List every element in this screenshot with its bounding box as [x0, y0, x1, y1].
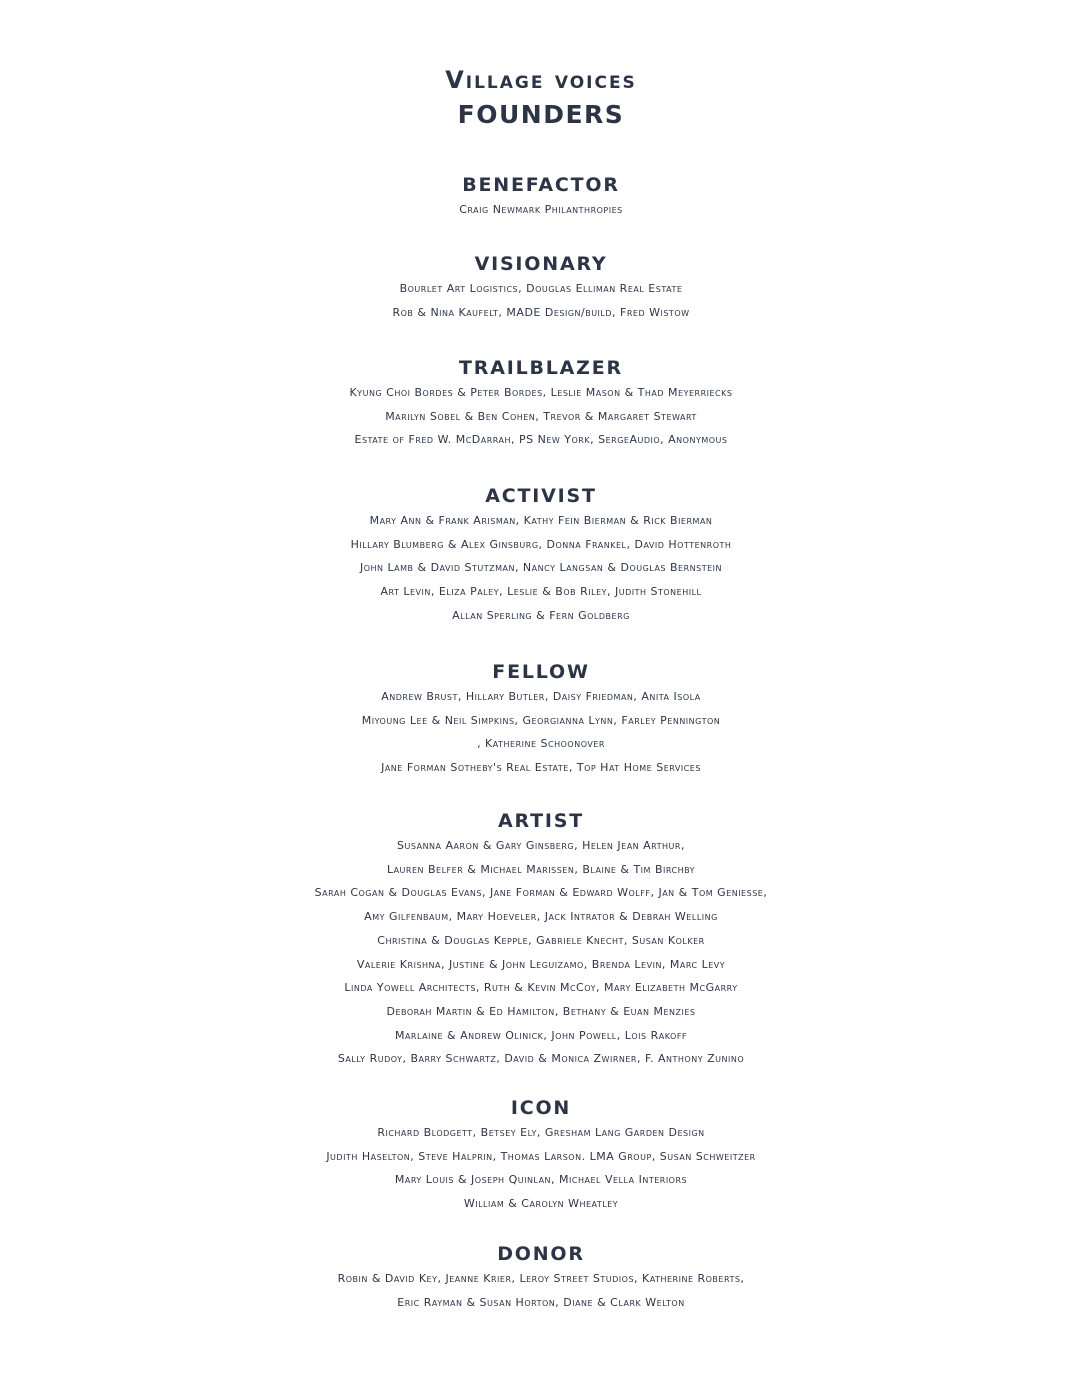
- donor-line: Judith Haselton, Steve Halprin, Thomas Larson. LMA Group, Susan Schweitzer: [326, 1149, 756, 1163]
- donor-line: Sarah Cogan & Douglas Evans, Jane Forman & Edward Wolff, Jan & Tom Geniesse,: [314, 886, 768, 900]
- donor-line: Marilyn Sobel & Ben Cohen, Trevor & Margaret Stewart: [385, 409, 697, 423]
- donor-line: Allan Sperling & Fern Goldberg: [452, 608, 630, 622]
- donor-line: Andrew Brust, Hillary Butler, Daisy Friedman, Anita Isola: [381, 690, 701, 703]
- section-artist: [0, 808, 1082, 1071]
- donor-line: Valerie Krishna, Justine & John Leguizamo, Brenda Levin, Marc Levy: [356, 957, 726, 971]
- section-heading: VISIONARY: [474, 253, 608, 275]
- section-visionary: [0, 251, 1082, 324]
- donor-line: William & Carolyn Wheatley: [463, 1197, 619, 1211]
- page-title: Village voices: [445, 66, 637, 94]
- section-heading: ARTIST: [498, 810, 584, 832]
- section-heading: DONOR: [497, 1243, 585, 1265]
- section-trailblazer: [0, 355, 1082, 452]
- section-activist: [0, 483, 1082, 628]
- donor-line: Eric Rayman & Susan Horton, Diane & Clark Welton: [397, 1295, 685, 1309]
- section-fellow: [0, 659, 1082, 780]
- donor-line: Bourlet Art Logistics, Douglas Elliman Real Estate: [399, 282, 683, 295]
- section-donor: [0, 1241, 1082, 1314]
- donor-line: Marlaine & Andrew Olinick, John Powell, Lois Rakoff: [394, 1028, 688, 1042]
- section-icon: [0, 1095, 1082, 1216]
- donor-line: Sally Rudoy, Barry Schwartz, David & Monica Zwirner, F. Anthony Zunino: [337, 1052, 745, 1066]
- section-heading: BENEFACTOR: [462, 174, 620, 196]
- donor-line: Amy Gilfenbaum, Mary Hoeveler, Jack Intrator & Debrah Welling: [364, 910, 718, 924]
- donor-line: Deborah Martin & Ed Hamilton, Bethany & Euan Menzies: [386, 1004, 696, 1018]
- donor-line: Robin & David Key, Jeanne Krier, Leroy Street Studios, Katherine Roberts,: [337, 1272, 745, 1285]
- donor-line: Mary Ann & Frank Arisman, Kathy Fein Bierman & Rick Bierman: [369, 514, 713, 527]
- donor-line: Estate of Fred W. McDarrah, PS New York, SergeAudio, Anonymous: [354, 433, 728, 447]
- donor-line: John Lamb & David Stutzman, Nancy Langsan & Douglas Bernstein: [359, 561, 723, 575]
- section-heading: ICON: [510, 1097, 572, 1119]
- donor-line: Rob & Nina Kaufelt, MADE Design/build, Fred Wistow: [392, 305, 690, 319]
- donor-line: Kyung Choi Bordes & Peter Bordes, Leslie Mason & Thad Meyerriecks: [349, 386, 733, 399]
- donor-line: Craig Newmark Philanthropies: [459, 203, 623, 216]
- page-subtitle: FOUNDERS: [457, 100, 625, 129]
- section-heading: FELLOW: [492, 661, 590, 683]
- section-heading: TRAILBLAZER: [459, 357, 623, 379]
- donor-line: Hillary Blumberg & Alex Ginsburg, Donna Frankel, David Hottenroth: [350, 537, 732, 551]
- donor-line: Lauren Belfer & Michael Marissen, Blaine & Tim Birchby: [386, 862, 696, 876]
- donor-line: Jane Forman Sotheby's Real Estate, Top Hat Home Services: [381, 761, 701, 775]
- donor-line: Susanna Aaron & Gary Ginsberg, Helen Jean Arthur,: [397, 839, 685, 852]
- donor-line: Mary Louis & Joseph Quinlan, Michael Vella Interiors: [394, 1173, 688, 1187]
- donor-line: Miyoung Lee & Neil Simpkins, Georgianna Lynn, Farley Pennington: [361, 713, 721, 727]
- donor-line: Richard Blodgett, Betsey Ely, Gresham Lang Garden Design: [377, 1126, 705, 1139]
- donor-line: Christina & Douglas Kepple, Gabriele Knecht, Susan Kolker: [377, 933, 705, 947]
- section-benefactor: [0, 172, 1082, 222]
- donor-line: Art Levin, Eliza Paley, Leslie & Bob Riley, Judith Stonehill: [380, 585, 702, 599]
- section-heading: ACTIVIST: [485, 485, 597, 507]
- donor-line: Linda Yowell Architects, Ruth & Kevin McCoy, Mary Elizabeth McGarry: [344, 981, 738, 995]
- donor-line: , Katherine Schoonover: [477, 737, 605, 751]
